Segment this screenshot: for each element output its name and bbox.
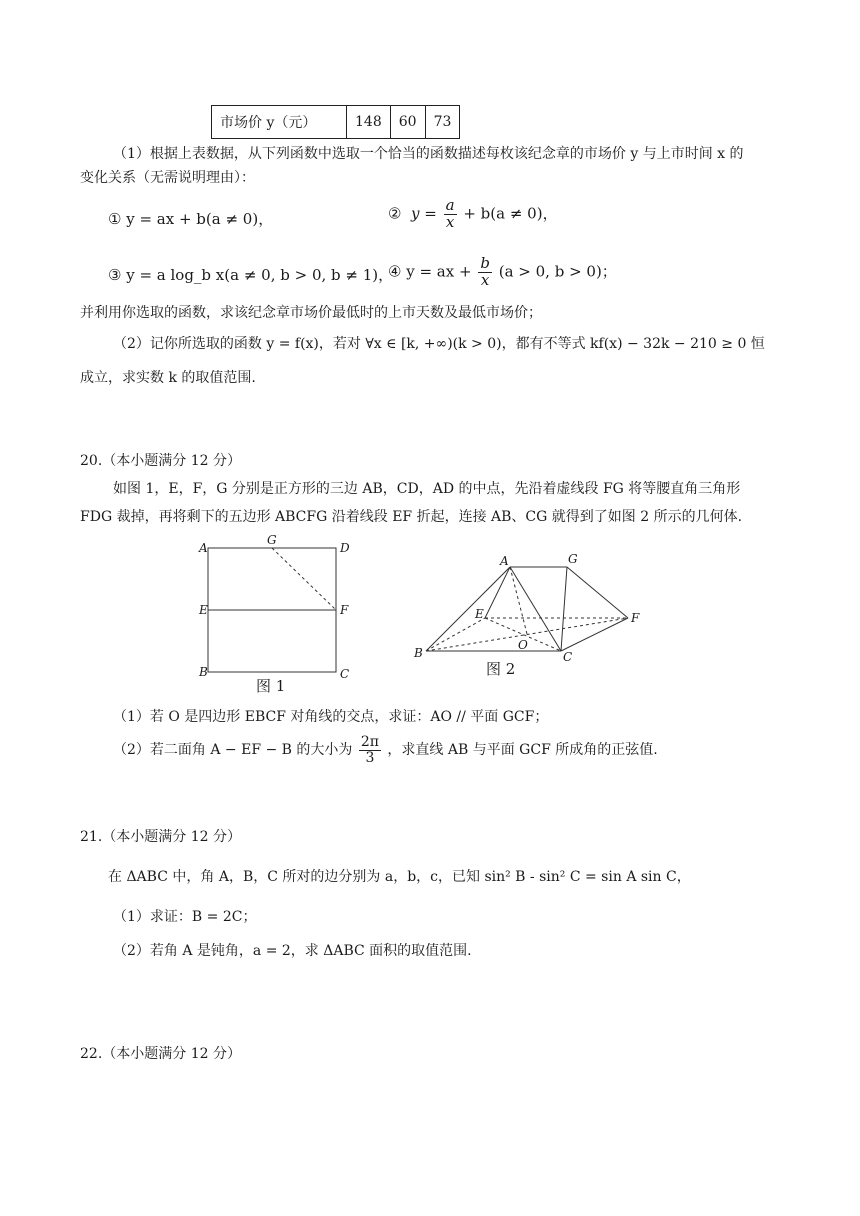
q19-option-4: ④ y = ax + $\frac{b}{x}$ (a > 0, b > 0)； [388, 254, 617, 289]
label-c: C [563, 650, 573, 664]
q20-heading: 20.（本小题满分 12 分） [80, 453, 241, 469]
q21-line1: 在 ΔABC 中，角 A，B，C 所对的边分别为 a，b，c，已知 sin² B - sin² C = sin A sin C， [108, 869, 691, 885]
q19-part2-line1: （2）记你所选取的函数 y = f(x)，若对 ∀x ∈ [k, +∞)(k > 0)，都有不等式 kf(x) − 32k − 210 ≥ 0 恒 [113, 336, 765, 352]
label-f: F [631, 611, 640, 625]
q22-heading: 22.（本小题满分 12 分） [80, 1046, 241, 1062]
label-a: A [199, 541, 208, 555]
q19-option-1: ① y = ax + b(a ≠ 0)， [108, 210, 274, 228]
figure-2 [410, 548, 645, 678]
figure-1-caption: 图 1 [256, 677, 286, 695]
q21-heading: 21.（本小题满分 12 分） [80, 829, 241, 845]
label-b: B [199, 665, 208, 679]
q20-part1: （1）若 O 是四边形 EBCF 对角线的交点，求证：AO // 平面 GCF； [113, 709, 549, 725]
table-cell: 148 [347, 106, 391, 139]
figure-2-caption: 图 2 [486, 660, 516, 678]
table-header-cell: 市场价 y（元） [212, 106, 347, 139]
q21-part2: （2）若角 A 是钝角，a = 2，求 ΔABC 面积的取值范围. [113, 943, 472, 959]
segment-fg-dashed [272, 548, 336, 610]
q21-part1: （1）求证：B = 2C； [113, 909, 257, 925]
fraction: $\frac{a}{x}$ [445, 196, 455, 231]
q19-part1-line2: 变化关系（无需说明理由）： [80, 170, 255, 186]
q20-line2: FDG 裁掉，再将剩下的五边形 ABCFG 沿着线段 EF 折起，连接 AB、CG 就得到了如图 2 所示的几何体. [80, 509, 743, 525]
table-cell: 73 [425, 106, 460, 139]
q19-part1-line3: 并利用你选取的函数，求该纪念章市场价最低时的上市天数及最低市场价； [80, 305, 542, 321]
label-d: D [340, 541, 350, 555]
option-mark: ② [388, 204, 402, 223]
label-a: A [500, 554, 509, 568]
fraction: $\frac{2\pi}{3}$ [360, 734, 379, 766]
fraction: $\frac{b}{x}$ [480, 254, 490, 289]
table-row [212, 106, 460, 139]
q19-option-2: ② y = $\frac{a}{x}$ + b(a ≠ 0)， [388, 196, 558, 231]
figure-1 [190, 530, 360, 700]
label-g: G [267, 533, 277, 547]
label-o: O [518, 638, 528, 652]
table-cell: 60 [390, 106, 425, 139]
price-table [211, 105, 460, 139]
label-e: E [199, 603, 208, 617]
label-e: E [475, 607, 484, 621]
q20-part2: （2）若二面角 A − EF − B 的大小为 $\frac{2\pi}{3}$ ，求直线 AB 与平面 GCF 所成角的正弦值. [113, 734, 658, 766]
q19-part2-line2: 成立，求实数 k 的取值范围. [80, 370, 256, 386]
label-b: B [414, 646, 423, 660]
label-c: C [340, 667, 350, 681]
q19-option-3: ③ y = a log_b x(a ≠ 0, b > 0, b ≠ 1)， [108, 266, 394, 284]
label-f: F [340, 603, 349, 617]
q19-part1-line1: （1）根据上表数据，从下列函数中选取一个恰当的函数描述每枚该纪念章的市场价 y 与上市时间 x 的 [113, 146, 744, 162]
label-g: G [568, 552, 578, 566]
q20-line1: 如图 1，E，F，G 分别是正方形的三边 AB，CD，AD 的中点，先沿着虚线段 FG 将等腰直角三角形 [113, 481, 741, 497]
